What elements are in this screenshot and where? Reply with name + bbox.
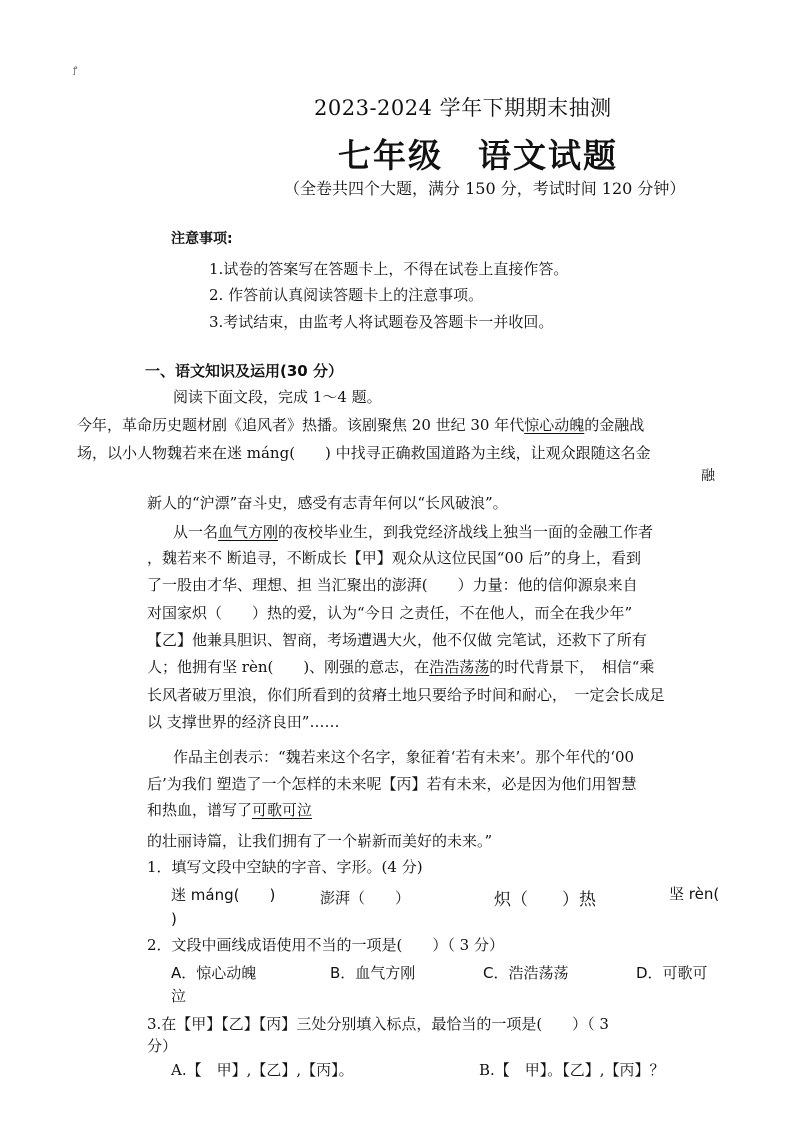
notice-heading: 注意事项: — [171, 231, 233, 247]
passage-line: 作品主创表示：“魏若来这个名字，象征着‘若有未来’。那个年代的‘00 — [173, 748, 635, 766]
notice-item-1: 1.试卷的答案写在答题卡上，不得在试卷上直接作答。 — [209, 260, 569, 278]
question-3-stem-cont: 分） — [147, 1037, 178, 1055]
passage-line: 以 支撑世界的经济良田”…… — [147, 713, 340, 731]
section-intro: 阅读下面文段，完成 1～4 题。 — [173, 388, 382, 406]
q1-blank-c: 炽（ ）热 — [494, 890, 596, 910]
passage-line: 对国家炽（ ）热的爱，认为“今日 之责任，不在他人，而全在我少年” — [147, 604, 633, 622]
passage-line: 长风者破万里浪，你们所看到的贫瘠土地只要给予时间和耐心， 一定会长成足 — [147, 686, 665, 704]
section-heading: 一、语文知识及运用(30 分） — [145, 362, 343, 380]
q1-blank-a: 迷 máng( ) — [171, 886, 276, 904]
exam-subtitle: （全卷共四个大题，满分 150 分，考试时间 120 分钟） — [284, 179, 686, 198]
grade-title: 七年级 语文试题 — [338, 136, 618, 175]
q1-blank-d: 坚 rèn( — [669, 885, 720, 903]
passage-line: 后’为我们 塑造了一个怎样的未来呢【丙】若有未来，必是因为他们用智慧 — [147, 775, 637, 793]
q3-option-b: B.【 甲】。【乙】,【丙】？ — [479, 1061, 665, 1079]
q1-blank-b: 澎湃（ ） — [320, 889, 411, 907]
passage-line: 【乙】他兼具胆识、智商，考场遭遇大火，他不仅做 完笔试，还救下了所有 — [147, 631, 647, 649]
passage-line-overflow: 融 — [701, 468, 715, 484]
q2-option-d-cont: 泣 — [171, 987, 187, 1005]
passage-line: 的壮丽诗篇，让我们拥有了一个崭新而美好的未来。” — [147, 832, 493, 850]
passage-line: ，魏若来不 断追寻，不断成长【甲】观众从这位民国“00 后”的身上，看到 — [147, 549, 641, 567]
corner-mark: ꝭ — [73, 66, 78, 76]
q1-blank-d-cont: ) — [171, 910, 177, 928]
passage-line: 今年，革命历史题材剧《追风者》热播。该剧聚焦 20 世纪 30 年代惊心动魄的金融战 — [77, 416, 645, 434]
passage-line: 从一名血气方刚的夜校毕业生，到我党经济战线上独当一面的金融工作者 — [173, 523, 654, 541]
passage-line: 和热血，谱写了可歌可泣 — [147, 801, 313, 819]
passage-line: 新人的“沪漂”奋斗史，感受有志青年何以“长风破浪”。 — [147, 494, 508, 512]
passage-line: 场，以小人物魏若来在迷 máng( ) 中找寻正确救国道路为主线，让观众跟随这名金 — [77, 444, 651, 462]
q2-option-a: A．惊心动魄 — [171, 964, 257, 982]
underlined-idiom: 可歌可泣 — [252, 801, 313, 819]
underlined-idiom: 惊心动魄 — [524, 416, 585, 434]
underlined-idiom: 浩浩荡荡 — [429, 658, 490, 676]
passage-line: 人；他拥有坚 rèn( )、刚强的意志，在浩浩荡荡的时代背景下， 相信“乘 — [147, 658, 655, 676]
question-1-stem: 1．填写文段中空缺的字音、字形。(4 分) — [147, 858, 423, 876]
underlined-idiom: 血气方刚 — [218, 523, 279, 541]
exam-title: 2023-2024 学年下期期末抽测 — [314, 96, 612, 120]
q2-option-b: B．血气方刚 — [330, 964, 416, 982]
q2-option-c: C．浩浩荡荡 — [483, 964, 569, 982]
notice-item-3: 3.考试结束，由监考人将试题卷及答题卡一并收回。 — [209, 313, 554, 331]
q3-option-a: A.【 甲】,【乙】,【丙】。 — [171, 1061, 354, 1079]
q2-option-d: D．可歌可 — [636, 964, 708, 982]
passage-line: 了一股由才华、理想、担 当汇聚出的澎湃( ）力量：他的信仰源泉来自 — [147, 576, 638, 594]
question-2-stem: 2．文段中画线成语使用不当的一项是( ）（ 3 分） — [147, 936, 504, 954]
question-3-stem: 3.在【甲】【乙】【丙】三处分别填入标点，最恰当的一项是( ）（ 3 — [147, 1015, 609, 1033]
notice-item-2: 2. 作答前认真阅读答题卡上的注意事项。 — [209, 286, 484, 304]
